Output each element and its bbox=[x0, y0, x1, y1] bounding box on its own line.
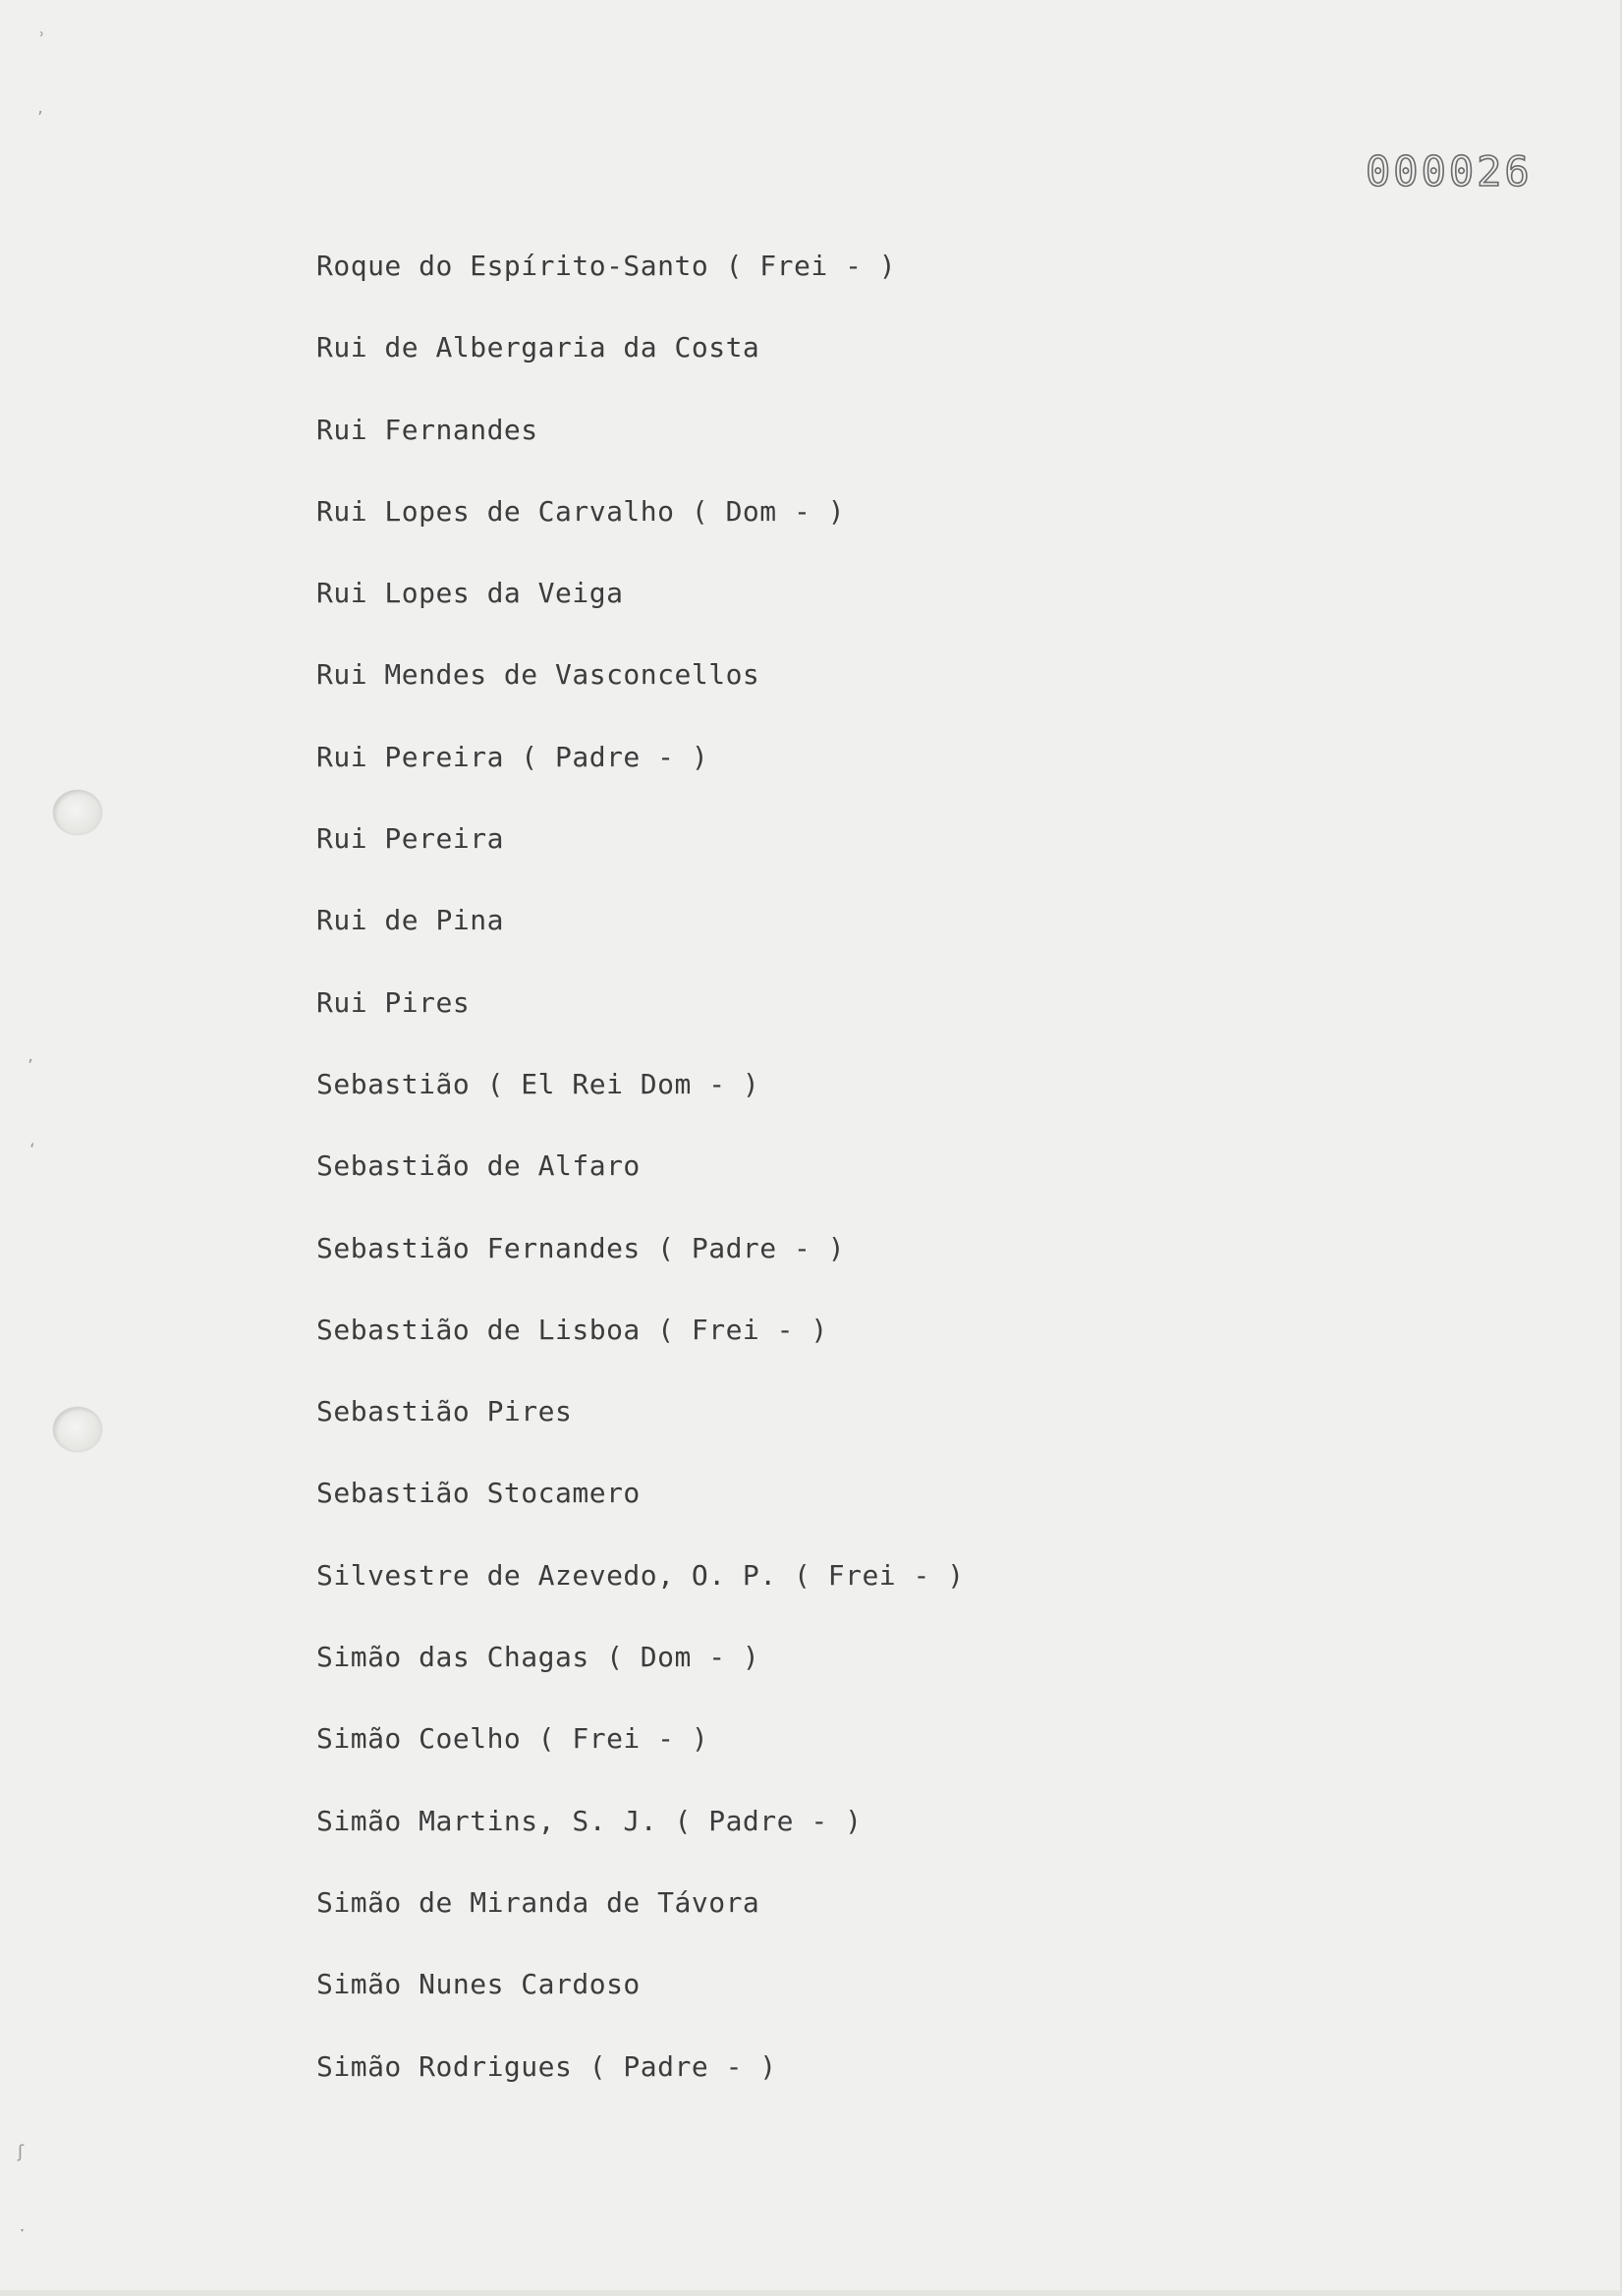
list-item: Simão Martins, S. J. ( Padre - ) bbox=[316, 1804, 863, 1837]
list-item: Rui Mendes de Vasconcellos bbox=[316, 658, 760, 692]
list-item: Roque do Espírito-Santo ( Frei - ) bbox=[316, 250, 897, 282]
paper-speck: ʾ bbox=[39, 29, 45, 50]
list-item: Sebastião de Lisboa ( Frei - ) bbox=[316, 1313, 828, 1346]
list-item: Rui Pereira bbox=[316, 822, 504, 856]
list-item: Simão de Miranda de Távora bbox=[316, 1885, 760, 1919]
list-item: Sebastião ( El Rei Dom - ) bbox=[316, 1067, 760, 1100]
list-item: Simão das Chagas ( Dom - ) bbox=[316, 1641, 760, 1674]
list-item: Sebastião de Alfaro bbox=[316, 1149, 641, 1183]
punch-hole bbox=[53, 1407, 102, 1452]
list-item: Simão Nunes Cardoso bbox=[316, 1968, 641, 2001]
list-item: Rui Pereira ( Padre - ) bbox=[316, 740, 709, 773]
paper-speck: ʃ bbox=[18, 2142, 25, 2162]
list-item: Sebastião Stocamero bbox=[316, 1477, 641, 1510]
list-item: Simão Coelho ( Frei - ) bbox=[316, 1722, 709, 1756]
paper-speck: ˑ bbox=[20, 2222, 27, 2243]
list-item: Rui de Pina bbox=[316, 904, 504, 937]
name-index-list bbox=[316, 239, 965, 2121]
paper-speck: ʻ bbox=[29, 1140, 35, 1160]
list-item: Rui Pires bbox=[316, 985, 471, 1019]
paper-speck: ʼ bbox=[37, 108, 43, 129]
paper-speck: ʼ bbox=[28, 1056, 33, 1077]
list-item: Silvestre de Azevedo, O. P. ( Frei - ) bbox=[316, 1558, 965, 1592]
list-item: Rui Lopes de Carvalho ( Dom - ) bbox=[316, 494, 846, 528]
list-item: Sebastião Pires bbox=[316, 1395, 573, 1428]
list-item: Rui Lopes da Veiga bbox=[316, 577, 624, 610]
punch-hole bbox=[53, 790, 102, 835]
list-item: Sebastião Fernandes ( Padre - ) bbox=[316, 1231, 846, 1264]
page-number-stamp: 000026 bbox=[1366, 147, 1533, 196]
list-item: Rui Fernandes bbox=[316, 413, 538, 446]
list-item: Simão Rodrigues ( Padre - ) bbox=[316, 2049, 777, 2083]
list-item: Rui de Albergaria da Costa bbox=[316, 331, 760, 364]
